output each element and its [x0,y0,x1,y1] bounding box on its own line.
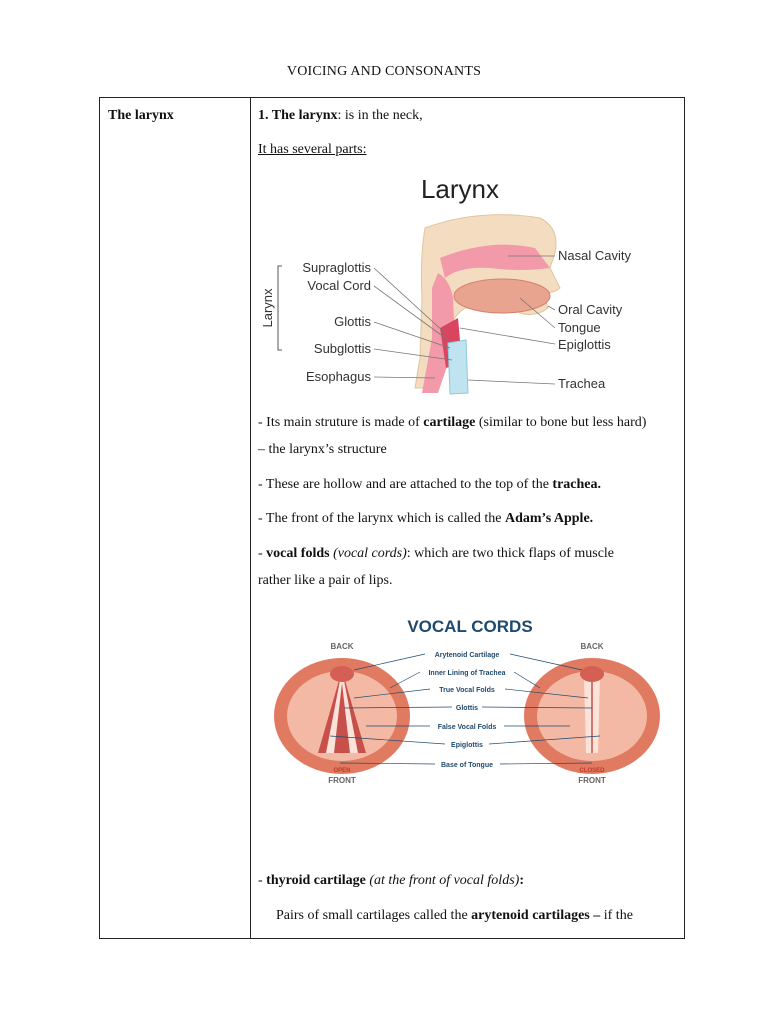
point-2-b: trachea. [552,477,601,492]
vocal-center-labels [428,652,505,769]
thyroid-c: (at the front of vocal folds) [365,873,520,888]
label-esophagus: Esophagus [305,369,371,384]
label-false-vocal-folds: False Vocal Folds [437,724,497,731]
thyroid-a: - [258,873,267,888]
point-4-d: : which are two thick flaps of muscle [406,546,615,561]
label-nasal-cavity: Nasal Cavity [558,248,631,263]
point-4-b: vocal folds [266,546,330,561]
thyroid-b: thyroid cartilage [266,873,366,888]
open-vocal-folds [274,658,410,774]
larynx-bracket [278,266,282,350]
right-front-label: FRONT [578,776,606,785]
point-4-c: (vocal cords) [329,546,407,561]
point-3-a: - The front of the larynx which is called the [258,511,505,526]
left-back-label: BACK [330,642,354,651]
point-adams-apple [258,505,680,532]
label-arytenoid: Arytenoid Cartilage [434,652,500,659]
left-cell-heading: The larynx [108,108,174,123]
point-4-a: - [258,546,267,561]
right-closed-label: CLOSED [579,768,605,774]
label-glottis: Glottis [334,314,371,329]
point-1-c: (similar to bone but less hard) [475,415,647,430]
label-glottis-vc: Glottis [455,705,479,712]
label-inner-lining: Inner Lining of Trachea [428,670,506,677]
label-base-of-tongue: Base of Tongue [441,762,493,769]
label-trachea: Trachea [558,376,606,391]
vocal-figure-title: VOCAL CORDS [407,617,533,636]
label-subglottis: Subglottis [313,341,371,356]
intro-line [258,102,680,129]
parts-line [258,136,680,163]
larynx-side-label: Larynx [260,288,275,328]
parts-label: It has several parts: [258,142,367,157]
larynx-figure-title: Larynx [420,174,500,204]
larynx-left-labels [302,260,371,384]
point-2-a: - These are hollow and are attached to the top of the [258,477,553,492]
larynx-right-labels [558,248,631,391]
point-vocal-folds [258,540,680,594]
larynx-diagram [250,168,680,398]
point-4-e: rather like a pair of lips. [258,573,393,588]
point-arytenoid [276,902,698,929]
last-c: if the [600,908,633,923]
document-title: VOICING AND CONSONANTS [286,64,482,79]
label-true-vocal-folds: True Vocal Folds [439,687,495,694]
intro-bold: 1. The larynx [258,108,338,123]
closed-vocal-folds [524,658,660,774]
label-epiglottis: Epiglottis [558,337,611,352]
point-cartilage [258,409,680,463]
content-table [99,97,685,939]
tongue-shape [454,279,550,313]
last-b: arytenoid cartilages – [471,908,601,923]
trachea-shape [448,340,468,394]
label-supraglottis: Supraglottis [302,260,371,275]
left-front-label: FRONT [328,776,356,785]
point-1-d: – the larynx’s structure [258,442,387,457]
thyroid-d: : [519,873,524,888]
point-trachea [258,471,680,498]
vocal-cords-diagram [270,608,670,788]
point-3-b: Adam’s Apple. [505,511,594,526]
point-1-b: cartilage [423,415,476,430]
right-back-label: BACK [580,642,604,651]
label-tongue: Tongue [558,320,601,335]
point-thyroid [258,867,680,894]
label-epiglottis-vc: Epiglottis [451,742,483,749]
intro-rest: : is in the neck, [337,108,423,123]
left-open-label: OPEN [333,768,351,774]
last-a: Pairs of small cartilages called the [276,908,472,923]
label-vocal-cord: Vocal Cord [307,278,371,293]
label-oral-cavity: Oral Cavity [558,302,623,317]
point-1-a: - Its main struture is made of [258,415,424,430]
